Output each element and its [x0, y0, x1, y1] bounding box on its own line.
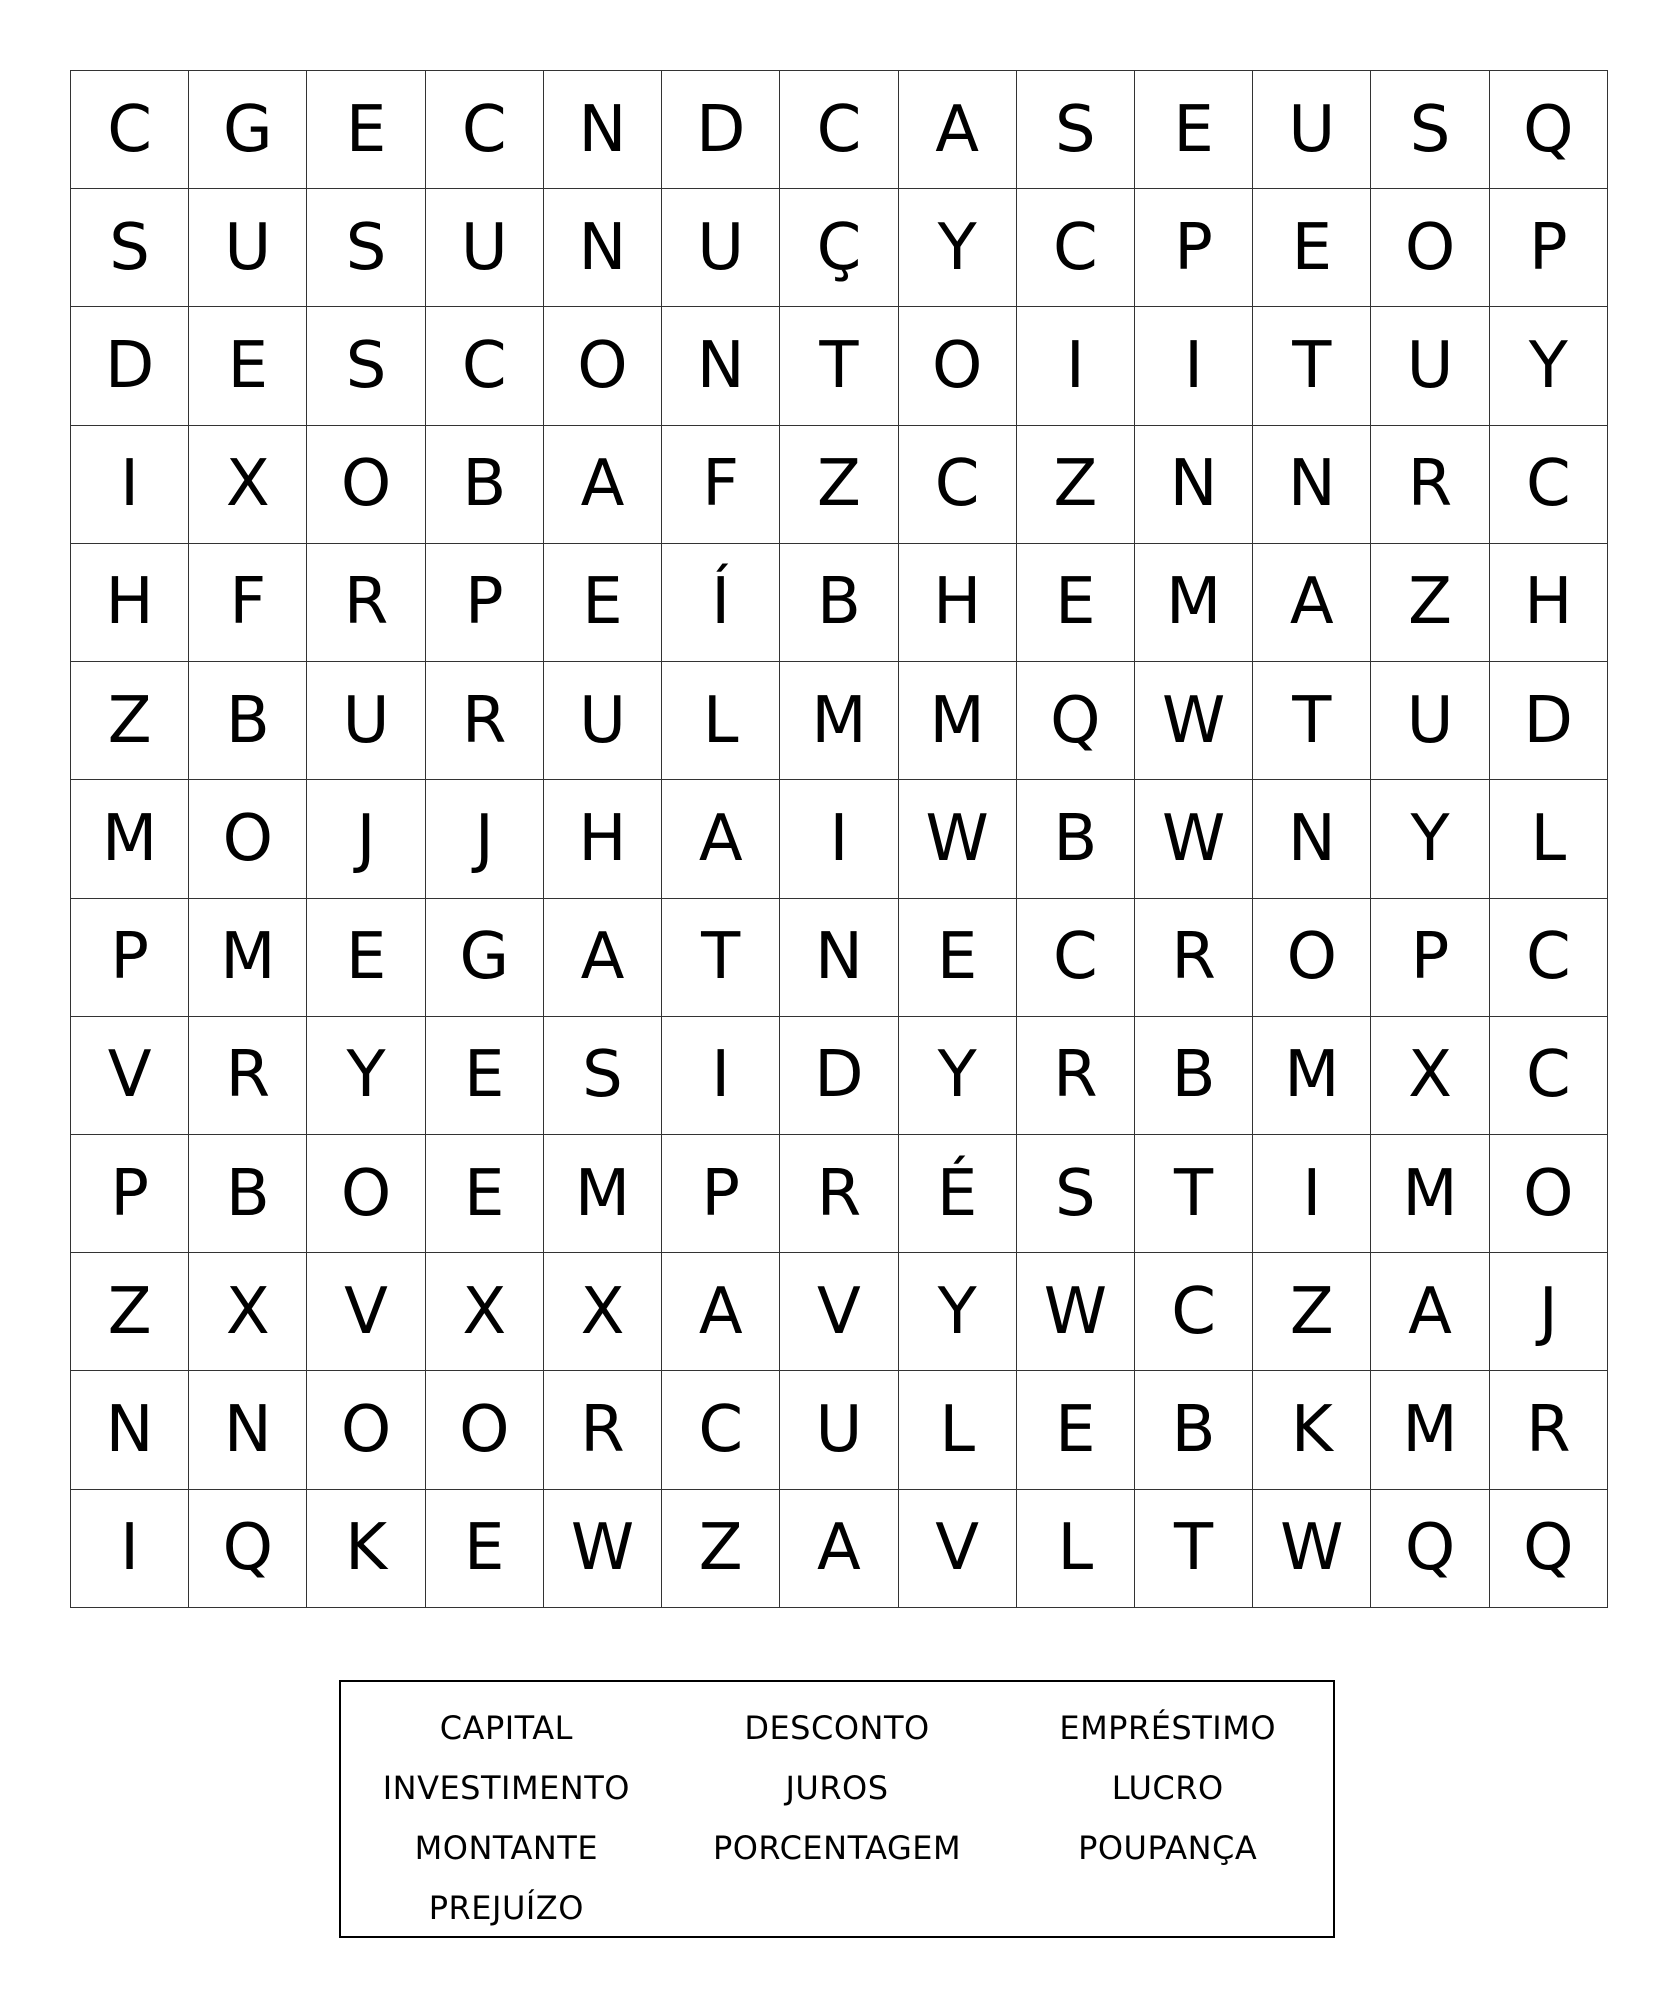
grid-cell[interactable]: D — [71, 307, 189, 425]
grid-cell[interactable]: M — [189, 898, 307, 1016]
grid-cell[interactable]: I — [71, 1489, 189, 1607]
grid-cell[interactable]: C — [1489, 425, 1607, 543]
grid-cell[interactable]: Z — [71, 662, 189, 780]
grid-cell[interactable]: É — [898, 1134, 1016, 1252]
grid-cell[interactable]: Z — [780, 425, 898, 543]
grid-cell[interactable]: P — [1489, 189, 1607, 307]
grid-cell[interactable]: Z — [1253, 1253, 1371, 1371]
grid-cell[interactable]: A — [662, 780, 780, 898]
grid-cell[interactable]: I — [1016, 307, 1134, 425]
grid-cell[interactable]: O — [307, 1134, 425, 1252]
grid-cell[interactable]: E — [1016, 543, 1134, 661]
grid-cell[interactable]: E — [425, 1016, 543, 1134]
word-list-column — [341, 1682, 672, 1936]
grid-cell[interactable]: Z — [71, 1253, 189, 1371]
grid-cell[interactable]: O — [898, 307, 1016, 425]
grid-cell[interactable]: A — [780, 1489, 898, 1607]
grid-cell[interactable]: A — [662, 1253, 780, 1371]
grid-cell[interactable]: L — [662, 662, 780, 780]
grid-cell[interactable]: E — [189, 307, 307, 425]
grid-cell[interactable]: A — [1253, 543, 1371, 661]
grid-cell[interactable]: N — [1253, 780, 1371, 898]
grid-cell[interactable]: C — [71, 71, 189, 189]
grid-cell[interactable]: Z — [1016, 425, 1134, 543]
grid-cell[interactable]: E — [1253, 189, 1371, 307]
grid-cell[interactable]: C — [1134, 1253, 1252, 1371]
grid-cell[interactable]: O — [307, 1371, 425, 1489]
grid-cell[interactable]: W — [898, 780, 1016, 898]
grid-cell[interactable]: P — [1134, 189, 1252, 307]
grid-cell[interactable]: E — [1134, 71, 1252, 189]
grid-cell[interactable]: X — [1371, 1016, 1489, 1134]
grid-row — [71, 425, 1608, 543]
grid-cell[interactable]: S — [1016, 1134, 1134, 1252]
grid-cell[interactable]: P — [425, 543, 543, 661]
word-list-item: PREJUÍZO — [428, 1889, 584, 1927]
grid-cell[interactable]: I — [1134, 307, 1252, 425]
grid-cell[interactable]: R — [1134, 898, 1252, 1016]
grid-cell[interactable]: U — [662, 189, 780, 307]
grid-cell[interactable]: B — [425, 425, 543, 543]
grid-row — [71, 1016, 1608, 1134]
grid-cell[interactable]: K — [1253, 1371, 1371, 1489]
grid-cell[interactable]: C — [662, 1371, 780, 1489]
grid-cell[interactable]: V — [898, 1489, 1016, 1607]
grid-cell[interactable]: I — [71, 425, 189, 543]
word-list-item: EMPRÉSTIMO — [1059, 1709, 1277, 1747]
grid-cell[interactable]: M — [1253, 1016, 1371, 1134]
grid-cell[interactable]: C — [425, 71, 543, 189]
grid-cell[interactable]: I — [662, 1016, 780, 1134]
grid-cell[interactable]: O — [1489, 1134, 1607, 1252]
grid-cell[interactable]: N — [189, 1371, 307, 1489]
grid-cell[interactable]: U — [189, 189, 307, 307]
grid-cell[interactable]: H — [898, 543, 1016, 661]
grid-cell[interactable]: D — [662, 71, 780, 189]
word-list-item: DESCONTO — [744, 1709, 930, 1747]
grid-row — [71, 543, 1608, 661]
grid-cell[interactable]: H — [543, 780, 661, 898]
grid-cell[interactable]: U — [1371, 662, 1489, 780]
word-list-column — [672, 1682, 1003, 1936]
grid-cell[interactable]: I — [1253, 1134, 1371, 1252]
grid-cell[interactable]: P — [662, 1134, 780, 1252]
grid-cell[interactable]: S — [1016, 71, 1134, 189]
grid-cell[interactable]: Y — [307, 1016, 425, 1134]
grid-row — [71, 780, 1608, 898]
grid-cell[interactable]: C — [1489, 1016, 1607, 1134]
grid-cell[interactable]: S — [71, 189, 189, 307]
grid-cell[interactable]: U — [1371, 307, 1489, 425]
grid-cell[interactable]: M — [1371, 1134, 1489, 1252]
word-list-item: PORCENTAGEM — [712, 1829, 962, 1867]
grid-cell[interactable]: Z — [1371, 543, 1489, 661]
grid-cell[interactable]: B — [1016, 780, 1134, 898]
word-list-column — [1002, 1682, 1333, 1936]
grid-cell[interactable]: J — [1489, 1253, 1607, 1371]
grid-row — [71, 1489, 1608, 1607]
grid-cell[interactable]: C — [1016, 898, 1134, 1016]
grid-cell[interactable]: Q — [1371, 1489, 1489, 1607]
grid-cell[interactable]: W — [543, 1489, 661, 1607]
grid-cell[interactable]: O — [1253, 898, 1371, 1016]
grid-cell[interactable]: J — [307, 780, 425, 898]
word-list-item: CAPITAL — [439, 1709, 573, 1747]
grid-cell[interactable]: O — [1371, 189, 1489, 307]
grid-cell[interactable]: E — [307, 71, 425, 189]
grid-cell[interactable]: G — [425, 898, 543, 1016]
grid-cell[interactable]: X — [543, 1253, 661, 1371]
grid-cell[interactable]: O — [189, 780, 307, 898]
word-list-item: JUROS — [785, 1769, 889, 1807]
grid-cell[interactable]: S — [307, 189, 425, 307]
grid-cell[interactable]: W — [1253, 1489, 1371, 1607]
grid-row — [71, 1371, 1608, 1489]
grid-cell[interactable]: B — [189, 1134, 307, 1252]
grid-cell[interactable]: W — [1134, 662, 1252, 780]
grid-cell[interactable]: L — [1016, 1489, 1134, 1607]
grid-cell[interactable]: C — [1489, 898, 1607, 1016]
grid-cell[interactable]: S — [307, 307, 425, 425]
grid-cell[interactable]: Q — [189, 1489, 307, 1607]
grid-cell[interactable]: Ç — [780, 189, 898, 307]
grid-cell[interactable]: E — [307, 898, 425, 1016]
grid-cell[interactable]: Í — [662, 543, 780, 661]
grid-cell[interactable]: Y — [898, 1016, 1016, 1134]
grid-cell[interactable]: N — [543, 71, 661, 189]
grid-cell[interactable]: C — [1016, 189, 1134, 307]
grid-cell[interactable]: W — [1134, 780, 1252, 898]
grid-cell[interactable]: R — [780, 1134, 898, 1252]
grid-cell[interactable]: T — [1134, 1489, 1252, 1607]
grid-cell[interactable]: I — [780, 780, 898, 898]
grid-cell[interactable]: Q — [1489, 1489, 1607, 1607]
grid-cell[interactable]: L — [1489, 780, 1607, 898]
grid-cell[interactable]: U — [1253, 71, 1371, 189]
letter-grid — [70, 70, 1608, 1608]
grid-cell[interactable]: U — [543, 662, 661, 780]
grid-cell[interactable]: X — [425, 1253, 543, 1371]
grid-cell[interactable]: Q — [1016, 662, 1134, 780]
grid-cell[interactable]: S — [1371, 71, 1489, 189]
grid-cell[interactable]: B — [189, 662, 307, 780]
grid-cell[interactable]: N — [1253, 425, 1371, 543]
grid-cell[interactable]: F — [189, 543, 307, 661]
grid-cell[interactable]: A — [1371, 1253, 1489, 1371]
word-list-item: LUCRO — [1111, 1769, 1224, 1807]
grid-cell[interactable]: D — [1489, 662, 1607, 780]
grid-cell[interactable]: U — [307, 662, 425, 780]
grid-cell[interactable]: E — [543, 543, 661, 661]
grid-cell[interactable]: O — [425, 1371, 543, 1489]
grid-cell[interactable]: S — [543, 1016, 661, 1134]
grid-cell[interactable]: B — [1134, 1016, 1252, 1134]
grid-cell[interactable]: E — [425, 1489, 543, 1607]
grid-cell[interactable]: R — [1016, 1016, 1134, 1134]
grid-cell[interactable]: N — [780, 898, 898, 1016]
grid-cell[interactable]: R — [425, 662, 543, 780]
grid-cell[interactable]: H — [71, 543, 189, 661]
grid-cell[interactable]: B — [780, 543, 898, 661]
grid-cell[interactable]: B — [1134, 1371, 1252, 1489]
grid-cell[interactable]: M — [1134, 543, 1252, 661]
grid-cell[interactable]: E — [898, 898, 1016, 1016]
grid-cell[interactable]: T — [1253, 662, 1371, 780]
grid-cell[interactable]: A — [898, 71, 1016, 189]
word-list-box — [339, 1680, 1335, 1938]
grid-cell[interactable]: D — [780, 1016, 898, 1134]
grid-cell[interactable]: X — [189, 425, 307, 543]
grid-cell[interactable]: R — [1371, 425, 1489, 543]
grid-cell[interactable]: U — [425, 189, 543, 307]
grid-cell[interactable]: N — [662, 307, 780, 425]
grid-row — [71, 898, 1608, 1016]
grid-row — [71, 662, 1608, 780]
grid-row — [71, 1134, 1608, 1252]
grid-cell[interactable]: J — [425, 780, 543, 898]
grid-cell[interactable]: V — [780, 1253, 898, 1371]
grid-cell[interactable]: R — [1489, 1371, 1607, 1489]
grid-cell[interactable]: G — [189, 71, 307, 189]
grid-cell[interactable]: A — [543, 898, 661, 1016]
grid-cell[interactable]: E — [1016, 1371, 1134, 1489]
grid-cell[interactable]: Y — [898, 189, 1016, 307]
word-list-item: MONTANTE — [414, 1829, 599, 1867]
grid-cell[interactable]: P — [71, 1134, 189, 1252]
grid-row — [71, 71, 1608, 189]
grid-cell[interactable]: T — [1134, 1134, 1252, 1252]
grid-cell[interactable]: T — [1253, 307, 1371, 425]
grid-cell[interactable]: M — [780, 662, 898, 780]
grid-cell[interactable]: V — [307, 1253, 425, 1371]
grid-cell[interactable]: N — [1134, 425, 1252, 543]
grid-cell[interactable]: K — [307, 1489, 425, 1607]
grid-row — [71, 1253, 1608, 1371]
grid-cell[interactable]: C — [898, 425, 1016, 543]
grid-cell[interactable]: H — [1489, 543, 1607, 661]
grid-cell[interactable]: R — [189, 1016, 307, 1134]
grid-cell[interactable]: C — [425, 307, 543, 425]
grid-cell[interactable]: P — [71, 898, 189, 1016]
grid-cell[interactable]: M — [898, 662, 1016, 780]
grid-cell[interactable]: X — [189, 1253, 307, 1371]
grid-cell[interactable]: O — [307, 425, 425, 543]
grid-cell[interactable]: P — [1371, 898, 1489, 1016]
grid-row — [71, 189, 1608, 307]
grid-cell[interactable]: M — [1371, 1371, 1489, 1489]
grid-cell[interactable]: M — [543, 1134, 661, 1252]
grid-cell[interactable]: Y — [1371, 780, 1489, 898]
grid-cell[interactable]: Q — [1489, 71, 1607, 189]
grid-cell[interactable]: R — [543, 1371, 661, 1489]
grid-cell[interactable]: A — [543, 425, 661, 543]
grid-cell[interactable]: V — [71, 1016, 189, 1134]
grid-cell[interactable]: R — [307, 543, 425, 661]
grid-cell[interactable]: T — [780, 307, 898, 425]
grid-cell[interactable]: L — [898, 1371, 1016, 1489]
grid-cell[interactable]: W — [1016, 1253, 1134, 1371]
grid-cell[interactable]: Y — [1489, 307, 1607, 425]
grid-row — [71, 307, 1608, 425]
word-list-item: POUPANÇA — [1078, 1829, 1258, 1867]
grid-cell[interactable]: C — [780, 71, 898, 189]
grid-cell[interactable]: N — [71, 1371, 189, 1489]
grid-cell[interactable]: N — [543, 189, 661, 307]
grid-cell[interactable]: M — [71, 780, 189, 898]
word-list-item: INVESTIMENTO — [382, 1769, 630, 1807]
grid-cell[interactable]: O — [543, 307, 661, 425]
grid-cell[interactable]: F — [662, 425, 780, 543]
grid-cell[interactable]: U — [780, 1371, 898, 1489]
grid-cell[interactable]: Y — [898, 1253, 1016, 1371]
grid-cell[interactable]: E — [425, 1134, 543, 1252]
grid-cell[interactable]: T — [662, 898, 780, 1016]
grid-cell[interactable]: Z — [662, 1489, 780, 1607]
